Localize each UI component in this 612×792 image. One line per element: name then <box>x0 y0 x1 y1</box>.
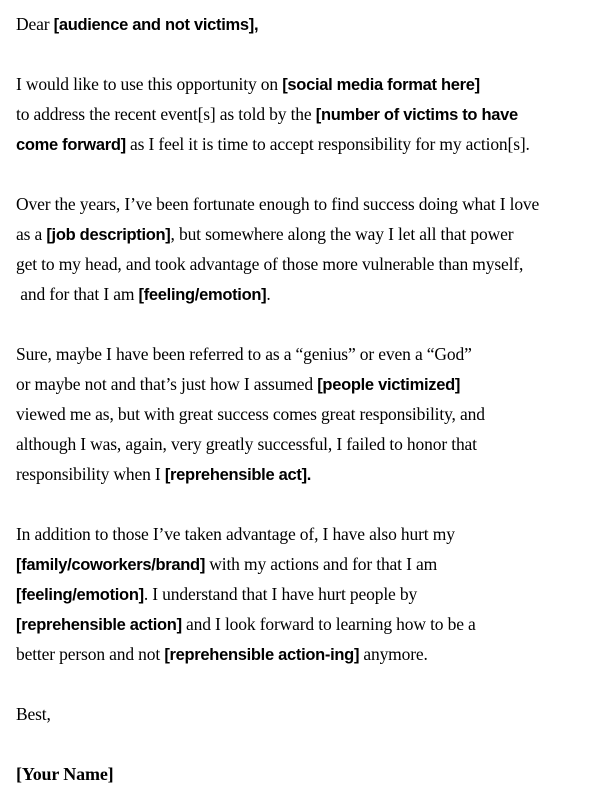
placeholder-feeling: [feeling/emotion] <box>138 286 267 304</box>
p3-line2: or maybe not and that’s just how I assumed [people victimized] <box>16 374 461 394</box>
p3-line5: responsibility when I [reprehensible act]. <box>16 464 312 484</box>
placeholder-victims: [number of victims to have <box>315 106 518 124</box>
p2-line1: Over the years, I’ve been fortunate enough to find success doing what I love <box>16 194 540 214</box>
placeholder-job: [job description] <box>46 226 171 244</box>
p3-line4: although I was, again, very greatly successful, I failed to honor that <box>16 434 477 454</box>
placeholder-people: [people victimized] <box>317 376 461 394</box>
closing: Best, <box>16 704 51 724</box>
p3-line1: Sure, maybe I have been referred to as a “genius” or even a “God” <box>16 344 472 364</box>
p4-line3: [feeling/emotion]. I understand that I have hurt people by <box>16 584 418 604</box>
p2-line4: and for that I am [feeling/emotion]. <box>16 284 271 304</box>
placeholder-audience: [audience and not victims], <box>53 16 259 34</box>
placeholder-act: [reprehensible act]. <box>164 466 312 484</box>
p4-line4: [reprehensible action] and I look forward to learning how to be a <box>16 614 476 634</box>
placeholder-family: [family/coworkers/brand] <box>16 556 206 574</box>
p4-line2: [family/coworkers/brand] with my actions and for that I am <box>16 554 438 574</box>
signature: [Your Name] <box>16 764 114 784</box>
placeholder-action: [reprehensible action] <box>16 616 182 634</box>
p2-line2: as a [job description], but somewhere along the way I let all that power <box>16 224 514 244</box>
p4-line1: In addition to those I’ve taken advantage of, I have also hurt my <box>16 524 455 544</box>
p4-line5: better person and not [reprehensible action-ing] anymore. <box>16 644 428 664</box>
placeholder-social-media: [social media format here] <box>282 76 480 94</box>
placeholder-feeling-2: [feeling/emotion] <box>16 586 144 604</box>
p1-line3: come forward] as I feel it is time to accept responsibility for my action[s]. <box>16 134 530 154</box>
p1-line2: to address the recent event[s] as told by the [number of victims to have <box>16 104 518 124</box>
p3-line3: viewed me as, but with great success comes great responsibility, and <box>16 404 485 424</box>
p1-line1: I would like to use this opportunity on [social media format here] <box>16 74 480 94</box>
p2-line3: get to my head, and took advantage of those more vulnerable than myself, <box>16 254 524 274</box>
placeholder-action-ing: [reprehensible action-ing] <box>164 646 360 664</box>
salutation: Dear [audience and not victims], <box>16 14 259 34</box>
